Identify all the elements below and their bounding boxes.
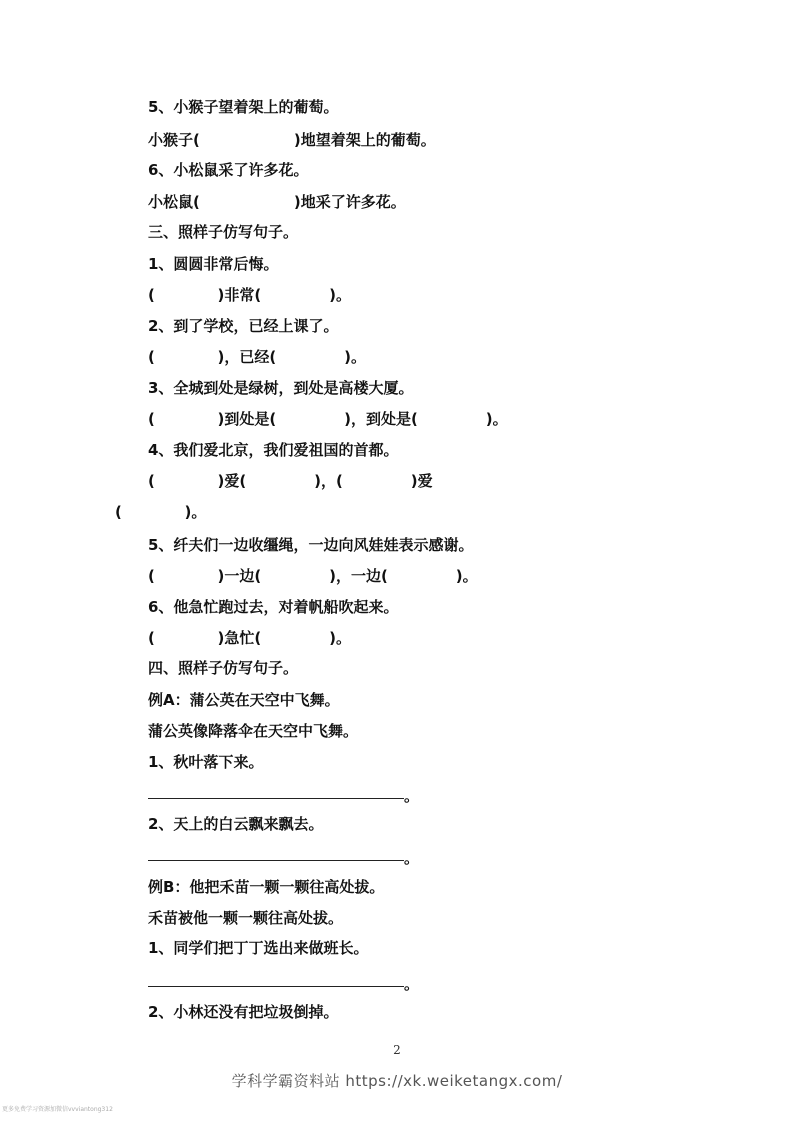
page-number: 2 <box>393 1043 401 1057</box>
s3-item-1-fill: ( )非常( )。 <box>148 286 351 304</box>
s3-item-4-fill-cont: ( )。 <box>115 503 207 521</box>
section-3-heading: 三、照样子仿写句子。 <box>148 223 299 241</box>
section-4-heading: 四、照样子仿写句子。 <box>148 659 299 677</box>
sentence-5-prompt: 5、小猴子望着架上的葡萄。 <box>148 98 339 116</box>
s3-item-6-prompt: 6、他急忙跑过去，对着帆船吹起来。 <box>148 598 399 616</box>
s3-item-1-prompt: 1、圆圆非常后悔。 <box>148 255 279 273</box>
answer-line <box>148 986 404 987</box>
answer-line-end: 。 <box>404 787 420 805</box>
example-a-answer: 蒲公英像降落伞在天空中飞舞。 <box>148 722 359 740</box>
s4a-item-1-prompt: 1、秋叶落下来。 <box>148 753 264 771</box>
sentence-5-fill: 小猴子( )地望着架上的葡萄。 <box>148 131 436 149</box>
sentence-6-prompt: 6、小松鼠采了许多花。 <box>148 161 309 179</box>
s3-item-4-fill: ( )爱( )，( )爱 <box>148 472 433 490</box>
s3-item-6-fill: ( )急忙( )。 <box>148 629 351 647</box>
s3-item-2-fill: ( )，已经( )。 <box>148 348 366 366</box>
watermark: 学科学霸资料站 https://xk.weiketangx.com/ <box>231 1072 563 1090</box>
answer-line <box>148 798 404 799</box>
s3-item-5-prompt: 5、纤夫们一边收缰绳，一边向风娃娃表示感谢。 <box>148 536 474 554</box>
s3-item-3-fill: ( )到处是( )，到处是( )。 <box>148 410 508 428</box>
sentence-6-fill: 小松鼠( )地采了许多花。 <box>148 193 406 211</box>
s4a-item-2-prompt: 2、天上的白云飘来飘去。 <box>148 815 324 833</box>
s3-item-2-prompt: 2、到了学校，已经上课了。 <box>148 317 339 335</box>
answer-line-end: 。 <box>404 975 420 993</box>
example-a: 例A：蒲公英在天空中飞舞。 <box>148 691 340 709</box>
example-b-answer: 禾苗被他一颗一颗往高处拔。 <box>148 909 344 927</box>
footer-note: 更多免费学习资源加微信vvviantong312 <box>2 1106 113 1113</box>
answer-line-end: 。 <box>404 849 420 867</box>
example-b: 例B：他把禾苗一颗一颗往高处拔。 <box>148 878 385 896</box>
s3-item-3-prompt: 3、全城到处是绿树，到处是高楼大厦。 <box>148 379 414 397</box>
answer-line <box>148 860 404 861</box>
s4b-item-2-prompt: 2、小林还没有把垃圾倒掉。 <box>148 1003 339 1021</box>
s3-item-4-prompt: 4、我们爱北京，我们爱祖国的首都。 <box>148 441 399 459</box>
s3-item-5-fill: ( )一边( )，一边( )。 <box>148 567 478 585</box>
s4b-item-1-prompt: 1、同学们把丁丁选出来做班长。 <box>148 939 369 957</box>
